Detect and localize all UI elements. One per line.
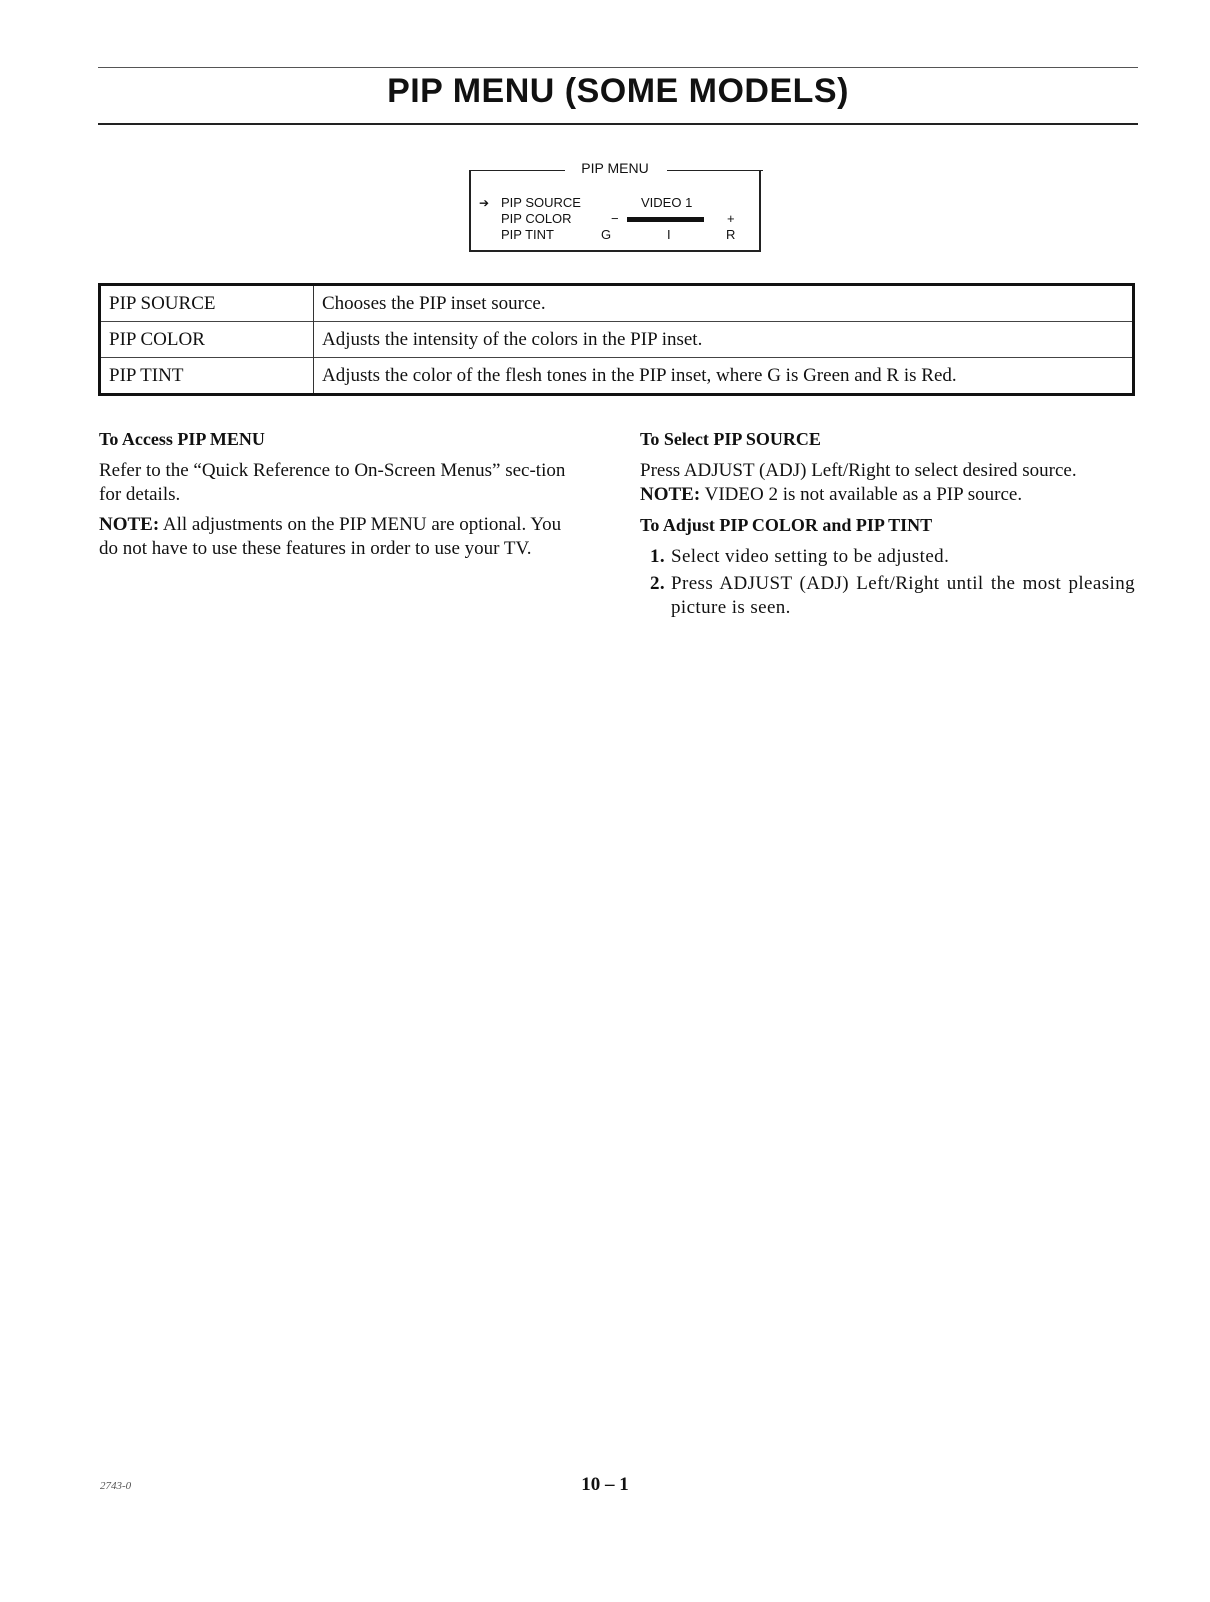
term-cell: PIP COLOR bbox=[100, 322, 314, 358]
description-cell: Chooses the PIP inset source. bbox=[322, 292, 546, 314]
arrow-right-icon: ➔ bbox=[479, 196, 490, 210]
definition-table bbox=[98, 283, 1135, 396]
osd-value: VIDEO 1 bbox=[641, 195, 693, 210]
term-cell: PIP TINT bbox=[100, 358, 314, 395]
table-row bbox=[100, 285, 1134, 322]
step-text: Press ADJUST (ADJ) Left/Right until the most pleasing picture is seen. bbox=[671, 573, 1135, 618]
osd-label: PIP COLOR bbox=[501, 211, 572, 226]
step-text: Select video setting to be adjusted. bbox=[671, 546, 950, 567]
left-column bbox=[99, 427, 579, 567]
select-source-note bbox=[640, 483, 1135, 507]
table-row bbox=[100, 358, 1134, 395]
pip-menu-screen bbox=[469, 160, 761, 252]
top-rule bbox=[98, 67, 1138, 68]
description-cell: Adjusts the intensity of the colors in the PIP inset. bbox=[314, 322, 1134, 358]
note-label: NOTE: bbox=[640, 484, 701, 505]
access-heading: To Access PIP MENU bbox=[99, 429, 265, 449]
osd-plus: + bbox=[727, 211, 735, 226]
osd-minus: − bbox=[611, 211, 619, 226]
list-item bbox=[640, 572, 1135, 620]
access-paragraph: Refer to the “Quick Reference to On-Screen Menus” sec-tion for details. bbox=[99, 460, 566, 505]
description-cell: Adjusts the color of the flesh tones in the PIP inset, where G is Green and R is Red. bbox=[314, 358, 1134, 395]
note-text: All adjustments on the PIP MENU are optional. You do not have to use these features in order to use your TV. bbox=[99, 514, 562, 559]
note-text: VIDEO 2 is not available as a PIP source. bbox=[704, 484, 1023, 505]
page-number: 10 – 1 bbox=[581, 1474, 629, 1495]
osd-label: PIP TINT bbox=[501, 227, 554, 242]
access-note bbox=[99, 513, 579, 561]
tint-green-label: G bbox=[601, 227, 612, 242]
tint-center-mark: I bbox=[667, 227, 671, 242]
right-column bbox=[640, 427, 1135, 623]
osd-title: PIP MENU bbox=[581, 160, 649, 176]
title-underline bbox=[98, 123, 1138, 125]
osd-row-pip-source bbox=[471, 195, 759, 211]
note-label: NOTE: bbox=[99, 514, 160, 535]
tint-red-label: R bbox=[726, 227, 736, 242]
page-title: PIP MENU (SOME MODELS) bbox=[387, 72, 849, 110]
step-number: 2. bbox=[650, 573, 666, 594]
term-cell: PIP SOURCE bbox=[100, 285, 314, 322]
footer-code: 2743-0 bbox=[100, 1480, 132, 1492]
select-source-heading: To Select PIP SOURCE bbox=[640, 429, 821, 449]
adjust-heading: To Adjust PIP COLOR and PIP TINT bbox=[640, 515, 933, 535]
list-item bbox=[640, 545, 1135, 569]
osd-row-pip-tint bbox=[471, 227, 759, 243]
adjust-steps bbox=[640, 545, 1135, 620]
color-level-bar bbox=[627, 218, 723, 221]
table-row bbox=[100, 322, 1134, 358]
osd-label: PIP SOURCE bbox=[501, 195, 581, 210]
osd-row-pip-color bbox=[471, 211, 759, 227]
select-source-paragraph: Press ADJUST (ADJ) Left/Right to select desired source. bbox=[640, 460, 1077, 481]
color-level-fill bbox=[627, 217, 704, 222]
step-number: 1. bbox=[650, 546, 666, 567]
